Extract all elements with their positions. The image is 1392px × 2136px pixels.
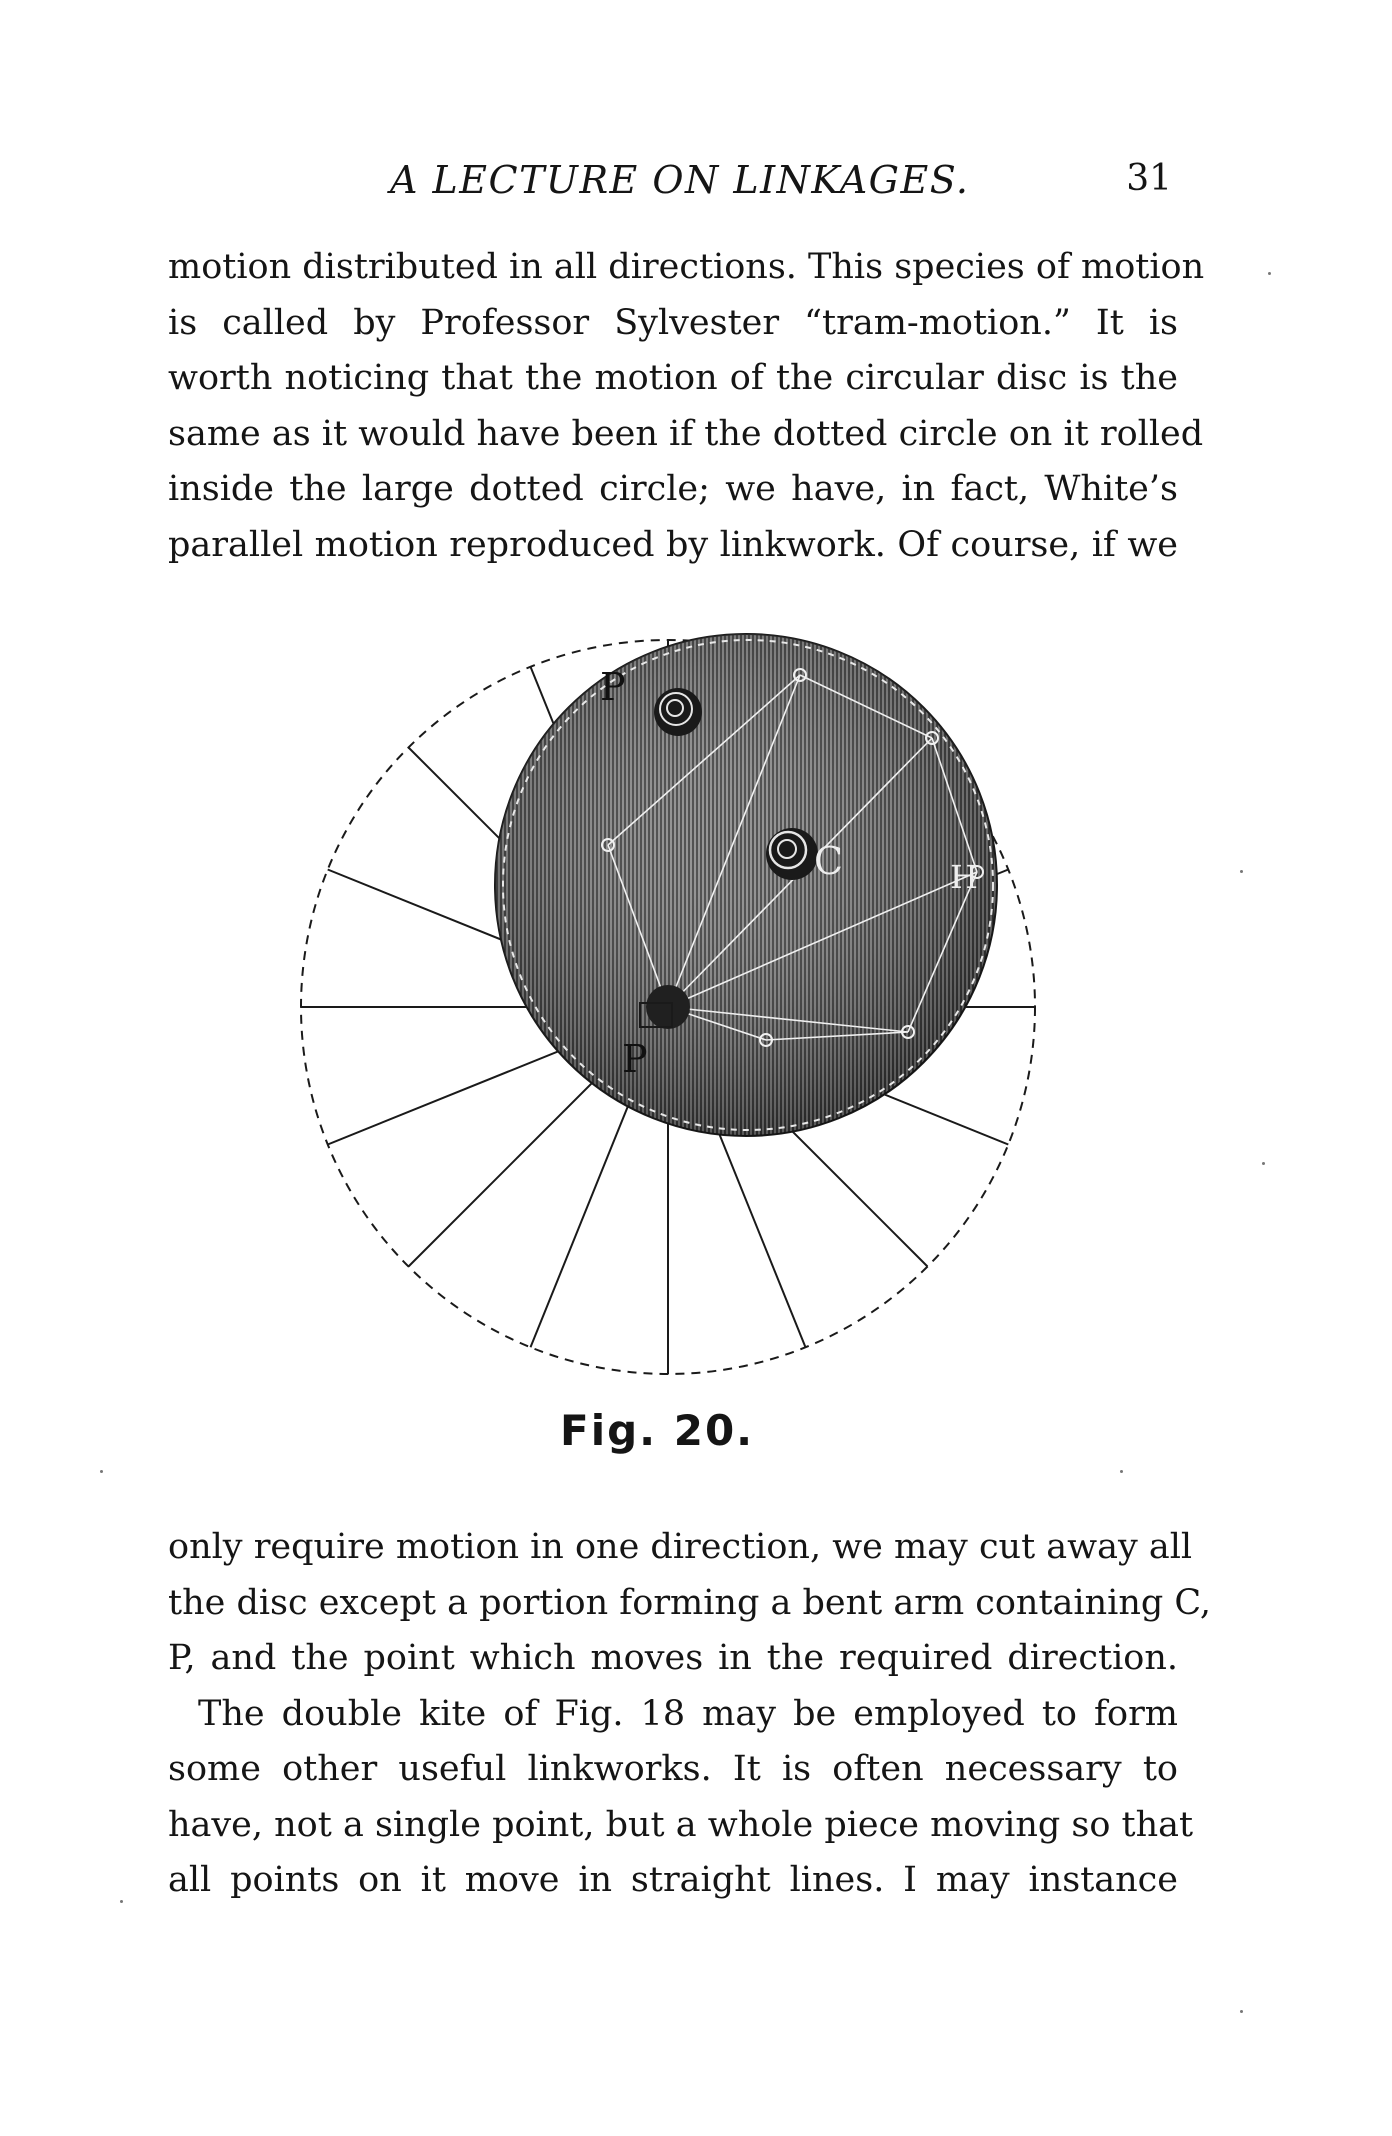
- text-line: inside the large dotted circle; we have, in fact, White’s: [168, 469, 1178, 509]
- page-number: 31: [1126, 158, 1172, 199]
- text-line: parallel motion reproduced by linkwork. Of course, if we: [168, 524, 1178, 565]
- running-head: [170, 158, 1180, 214]
- print-speck: [1240, 870, 1243, 873]
- text-line: have, not a single point, but a whole piece moving so that: [168, 1804, 1194, 1845]
- text-line: P, and the point which moves in the required direction.: [168, 1638, 1178, 1678]
- text-line: some other useful linkworks. It is often necessary to: [168, 1749, 1178, 1789]
- text-line: the disc except a portion forming a bent arm containing C,: [168, 1582, 1212, 1623]
- print-speck: [1240, 2010, 1243, 2013]
- print-speck: [1120, 1470, 1123, 1473]
- label-h: H: [950, 858, 978, 896]
- hub-p-prime: [646, 985, 690, 1029]
- paragraph-bottom: [168, 1520, 1212, 1909]
- point-p-marker: [654, 688, 702, 736]
- paragraph-top: [168, 240, 1205, 573]
- figure-caption: Fig. 20.: [560, 1406, 755, 1455]
- text-line: The double kite of Fig. 18 may be employed to form: [198, 1693, 1178, 1734]
- text-line: is called by Professor Sylvester “tram-motion.” It is: [168, 302, 1178, 343]
- figure-20: [300, 620, 1060, 1395]
- disc-shading: [495, 634, 997, 1136]
- print-speck: [100, 1470, 103, 1473]
- print-speck: [1262, 1162, 1265, 1165]
- text-line: worth noticing that the motion of the circular disc is the: [168, 358, 1178, 398]
- print-speck: [1268, 272, 1271, 275]
- running-title: A LECTURE ON LINKAGES.: [390, 158, 970, 202]
- text-line: same as it would have been if the dotted circle on it rolled: [168, 413, 1204, 454]
- label-p-bottom: P: [622, 1037, 648, 1081]
- point-c-marker: [766, 828, 818, 880]
- linkage-diagram: [300, 620, 1060, 1395]
- label-c: C: [814, 839, 844, 883]
- label-p-top: P: [600, 665, 626, 709]
- text-line: only require motion in one direction, we may cut away all: [168, 1527, 1193, 1567]
- text-line: motion distributed in all directions. This species of motion: [168, 247, 1205, 287]
- print-speck: [120, 1900, 123, 1903]
- text-line: all points on it move in straight lines. I may instance: [168, 1860, 1178, 1900]
